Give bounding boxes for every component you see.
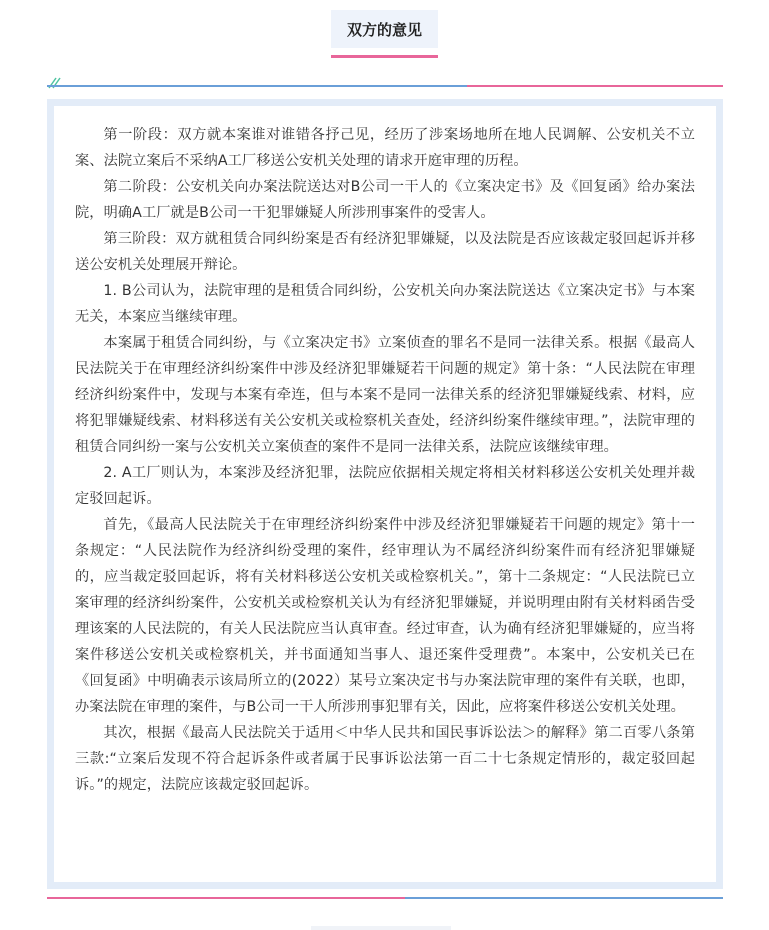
paragraph-a-factory-first: 首先，《最高人民法院关于在审理经济纠纷案件中涉及经济犯罪嫌疑若干问题的规定》第十一条规定：“人民法院作为经济纠纷受理的案件，经审理认为不属经济纠纷案件而有经济犯罪嫌疑的，应当裁定驳回起诉，将有关材料移送公安机关或检察机关。”，第十二条规定：“人民法院已立案审理的经济纠纷案件，公安机关或检察机关认为有经济犯罪嫌疑，并说明理由附有关材料函告受理该案的人民法院的，有关人民法院应当认真审查。经过审查，认为确有经济犯罪嫌疑的，应当将案件移送公安机关或检察机关，并书面通知当事人、退还案件受理费”。本案中，公安机关已在《回复函》中明确表示该局所立的(2022）某号立案决定书与办案法院审理的案件有关联，也即，办案法院在审理的案件，与B公司一干人所涉刑事犯罪有关，因此，应将案件移送公安机关处理。: [75, 517, 695, 715]
bottom-divider-blue: [405, 897, 723, 899]
decorative-stripes-icon: [47, 76, 63, 90]
paragraph-b-company-view: 1. B公司认为，法院审理的是租赁合同纠纷，公安机关向办案法院送达《立案决定书》与本案无关，本案应当继续审理。: [75, 283, 695, 325]
paragraph-a-factory-view: 2. A工厂则认为，本案涉及经济犯罪，法院应依据相关规定将相关材料移送公安机关处理并裁定驳回起诉。: [75, 465, 695, 507]
title-underline: [331, 55, 438, 58]
paragraph-stage-2: 第二阶段：公安机关向办案法院送达对B公司一干人的《立案决定书》及《回复函》给办案法院，明确A工厂就是B公司一干犯罪嫌疑人所涉刑事案件的受害人。: [75, 179, 695, 221]
bottom-decoration: [311, 926, 451, 930]
top-divider-pink: [467, 85, 723, 87]
paragraph-stage-3: 第三阶段：双方就租赁合同纠纷案是否有经济犯罪嫌疑，以及法院是否应该裁定驳回起诉并移送公安机关处理展开辩论。: [75, 231, 695, 273]
section-title-box: [331, 10, 438, 48]
paragraph-stage-1: 第一阶段：双方就本案谁对谁错各抒己见，经历了涉案场地所在地人民调解、公安机关不立案、法院立案后不采纳A工厂移送公安机关处理的请求开庭审理的历程。: [75, 127, 695, 169]
paragraph-a-factory-second: 其次，根据《最高人民法院关于适用＜中华人民共和国民事诉讼法＞的解释》第二百零八条第三款:“立案后发现不符合起诉条件或者属于民事诉讼法第一百二十七条规定情形的，裁定驳回起诉。”的规定，法院应该裁定驳回起诉。: [75, 725, 695, 793]
section-title: 双方的意见: [346, 20, 422, 39]
content-body: [54, 106, 716, 882]
bottom-divider-pink: [47, 897, 405, 899]
top-divider-blue: [47, 85, 467, 87]
paragraph-b-company-argument: 本案属于租赁合同纠纷，与《立案决定书》立案侦查的罪名不是同一法律关系。根据《最高人民法院关于在审理经济纠纷案件中涉及经济犯罪嫌疑若干问题的规定》第十条：“人民法院在审理经济纠纷案件中，发现与本案有牵连，但与本案不是同一法律关系的经济犯罪嫌疑线索、材料，应将犯罪嫌疑线索、材料移送有关公安机关或检察机关查处，经济纠纷案件继续审理。”，法院审理的租赁合同纠纷一案与公安机关立案侦查的案件不是同一法律关系，法院应该继续审理。: [75, 335, 695, 455]
